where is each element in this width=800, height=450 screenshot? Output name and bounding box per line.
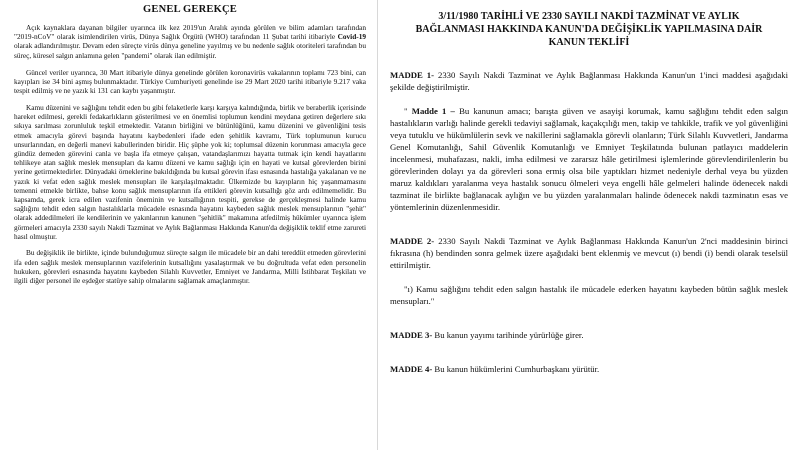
covid-term: Covid-19	[337, 32, 366, 42]
article-4: MADDE 4- Bu kanun hükümlerini Cumhurbaşkanı yürütür.	[390, 364, 600, 374]
general-justification-column	[14, 0, 366, 450]
article-1-quote-label: Madde 1 –	[411, 106, 455, 116]
article-1: MADDE 1- 2330 Sayılı Nakdi Tazminat ve Aylık Bağlanması Hakkında Kanun'un 1'inci maddesi aşağıdaki şekilde değiştirilmiştir.	[390, 70, 788, 92]
justification-paragraph-2: Güncel veriler uyarınca, 30 Mart itibariyle dünya genelinde görülen koronavirüs vakalarının toplamı 723 bini, can kayıpları ise 34 bini aşmış bulunmaktadır. Türkiye Cumhuriyeti genelinde ise 29 Mart 2020 tarihi itibariyle 9.217 vaka tespit edilmiş ve ne yazık ki 131 can kaybı yaşanmıştır.	[14, 67, 366, 96]
column-divider	[377, 0, 378, 450]
justification-paragraph-4: Bu değişiklik ile birlikte, içinde bulunduğumuz süreçte salgın ile mücadele bir an dahi tereddüt etmeden görevlerini ifa eden sağlık meslek mensuplarının vazifelerinin kutsallığını yasalaştırmak ve bu doğrultuda vefat eden personelin hukuken, görevleri esnasında hayatını kaybeden Silahlı Kuvvetler, Emniyet ve Jandarma, Milli İstihbarat Teşkilatı ve ilgili diğer personel ile eşdeğer statüye sahip olmalarını sağlamak amaçlanmıştır.	[14, 248, 366, 286]
article-4-label: MADDE 4-	[390, 364, 433, 374]
law-proposal-column	[390, 0, 788, 450]
article-2-quote: "ı) Kamu sağlığını tehdit eden salgın hastalık ile mücadele ederken hayatını kaybeden bütün sağlık meslek mensupları."	[390, 284, 788, 306]
law-proposal-title: 3/11/1980 TARİHLİ VE 2330 SAYILI NAKDİ TAZMİNAT VE AYLIK BAĞLANMASI HAKKINDA KANUN'DA DEĞİŞİKLİK YAPILMASINA DAİR KANUN TEKLİFİ	[415, 11, 763, 48]
article-3-label: MADDE 3-	[390, 330, 433, 340]
justification-paragraph-3: Kamu düzenini ve sağlığını tehdit eden bu gibi felaketlerle karşı karşıya kalındığında, birlik ve beraberlik içerisinde hareket edilmesi, gerekli fedakarlıkların gösterilmesi ve en önemlisi toplumun kendini meydana getiren değerlere sıkı sıkıya sarılması zorunluluk teşkil etmektedir. Vatanın birliğini ve bütünlüğünü, kamu düzenini ve güvenliğini tesis etmek amacıyla görevi başında hayatını kaybedenleri ifade eden şehitlik kavramı, Türk toplumunun kurucu unsurlarından, en değerli manevi kabullerinden biridir. Hiç şüphe yok ki; toplumsal düzenin korunması amacıyla gece gündüz demeden görevini canla ve başla ifa etmeye çalışan, vatandaşlarımızı hayatta tutmak için kendi hayatlarını tehlikeye atan sağlık meslek mensupları da kamu düzeni ve kamu sağlığı için en hayati ve kutsal görevlerden birini yerine getirmektedirler. Dünyadaki örneklerine bakıldığında bu kutsal görevin ifası esnasında hastalığa yakalanan ve ne yazık ki vefat eden sağlık meslek mensupları ile karşılaşılmaktadır. Ülkemizde bu kayıpların hiç yaşanmamasını temenni etmekle birlikte, bahse konu sağlık mensuplarının ifa ettikleri görevin kutsallığı göz ardı edilmemelidir. Bu kapsamda, gerek icra edilen vazifenin öneminin ve kutsallığının tespiti, gerekse de gerçekleşmesi halinde kamu sağlığını tehdit eden salgın hastalıklarla mücadele esnasında hayatını kaybeden sağlık meslek mensuplarının "şehit" olarak addedilmeleri ile kendilerinin ve yakınlarının kanunen "şehitlik" makamına atfedilmiş hükümler uyarınca işlem görmeleri amacıyla 2330 sayılı Nakdi Tazminat ve Aylık Bağlanması Hakkında Kanun'da değişiklik teklif etme zarureti hasıl olmuştur.	[14, 102, 366, 241]
article-3: MADDE 3- Bu kanun yayımı tarihinde yürürlüğe girer.	[390, 330, 584, 340]
article-1-quote: " Madde 1 – Bu kanunun amacı; barışta güven ve asayişi korumak, kamu sağlığını tehdit eden salgın hastalıkların varlığı halinde gerekli tedaviyi sağlamak, kaçakçılığı men, takip ve tahkikle, trafik ve yol güvenliğini veya tutuklu ve hükümlülerin sevk ve nakillerini sağlamakla görevli olanların; Türk Silahlı Kuvvetleri, Jandarma Genel Komutanlığı, Sahil Güvenlik Komutanlığı ve Emniyet Teşkilatında bulunan patlayıcı maddelerin incelenmesi, muhafazası, nakli, imha edilmesi ve zararsız hâle getirilmesi işlemlerinde görevlendirilenlerin bu görevlerinden dolayı ya da görevleri sona ermiş olsa bile yaptıkları hizmet nedeniyle derhal veya bu yüzden maruz kaldıkları yaralanma veya hastalık sonucu ölmeleri veya engelli hâle gelmeleri halinde ödenecek nakdi tazminat ile birlikte bağlanacak aylığın ve bu yüzden yaralanmaları halinde ödenecek nakdi tazminatın esas ve yöntemlerinin düzenlenmesidir.	[390, 106, 788, 212]
article-2-label: MADDE 2-	[390, 236, 435, 246]
justification-paragraph-1: Açık kaynaklara dayanan bilgiler uyarınca ilk kez 2019'un Aralık ayında görülen ve bilim adamları tarafından "2019-nCoV" olarak isimlendirilen virüs, Dünya Sağlık Örgütü (WHO) tarafından 11 Şubat tarihi itibariyle Covid-19 olarak adlandırılmıştır. Devam eden süreçte virüs dünya geneline yayılmış ve bu nedenle sağlık otoriteleri tarafından bu süreç, küresel salgın anlamına gelen "pandemi" olarak ilan edilmiştir.	[14, 23, 366, 60]
general-justification-heading: GENEL GEREKÇE	[143, 4, 237, 15]
article-1-label: MADDE 1-	[390, 70, 435, 80]
article-2: MADDE 2- 2330 Sayılı Nakdi Tazminat ve Aylık Bağlanması Hakkında Kanun'un 2'nci maddesinin birinci fıkrasına (h) bendinden sonra gelmek üzere aşağıdaki bent eklenmiş ve mevcut (ı) bendi (i) bendi olarak teselsül ettirilmiştir.	[390, 236, 788, 270]
